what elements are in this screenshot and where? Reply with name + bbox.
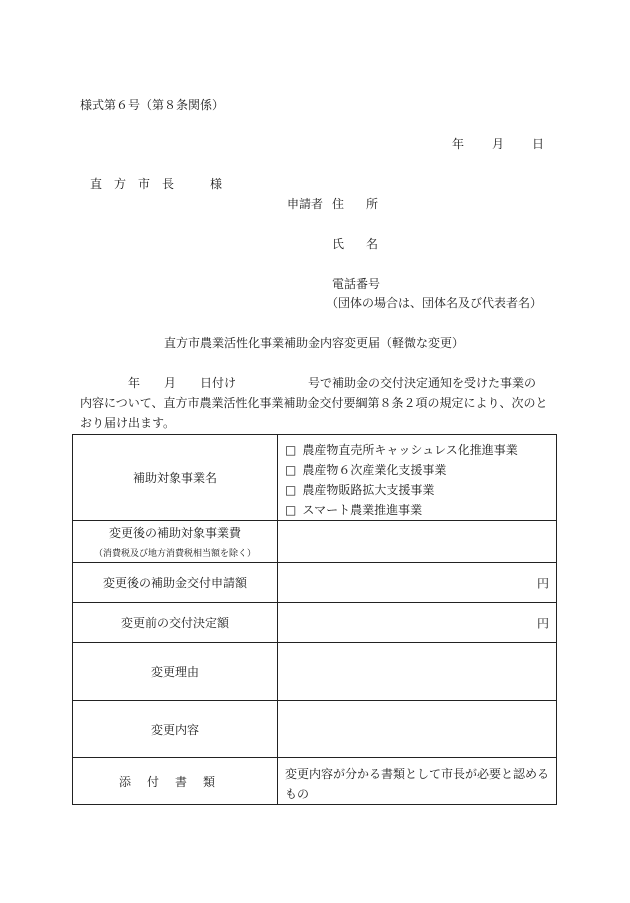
project-option-label: 農産物販路拡大支援事業 [302, 482, 435, 497]
applicant-label: 申請者 [287, 197, 324, 211]
form-number: 様式第６号（第８条関係） [80, 98, 225, 112]
cost-label-cell [73, 521, 278, 563]
phone-label: 電話番号 [332, 277, 381, 291]
document-title: 直方市農業活性化事業補助金内容変更届（軽微な変更） [164, 336, 465, 350]
checkbox-icon[interactable]: □ [285, 502, 297, 517]
date-year: 年 [452, 137, 465, 151]
body-text-line-2: 内容について、直方市農業活性化事業補助金交付要綱第８条２項の規定により、次のと [80, 396, 548, 410]
content-label: 変更内容 [73, 701, 278, 758]
prior-amount-value[interactable] [278, 603, 557, 643]
attachment-label-cell [73, 758, 278, 805]
table-row-applied-amount [73, 563, 557, 603]
project-option-label: 農産物直売所キャッシュレス化推進事業 [302, 442, 518, 457]
table-row-content [73, 701, 557, 758]
organization-note: （団体の場合は、団体名及び代表者名） [326, 296, 543, 310]
reason-label: 変更理由 [73, 643, 278, 701]
cost-label: 変更後の補助対象事業費 [108, 526, 241, 540]
yen-unit: 円 [536, 576, 549, 590]
project-option-1[interactable] [285, 440, 556, 460]
table-row-attachment [73, 758, 557, 805]
checkbox-icon[interactable]: □ [285, 462, 297, 477]
date-day: 日 [532, 137, 545, 151]
project-option-4[interactable] [285, 500, 556, 520]
prior-amount-label: 変更前の交付決定額 [73, 603, 278, 643]
name-label: 氏名 [332, 237, 401, 251]
table-row-reason [73, 643, 557, 701]
table-row-prior-amount [73, 603, 557, 643]
applied-amount-label: 変更後の補助金交付申請額 [73, 563, 278, 603]
application-form-table [72, 434, 557, 805]
body-text-line-3: おり届け出ます。 [80, 416, 176, 430]
project-option-2[interactable] [285, 460, 556, 480]
project-option-label: 農産物６次産業化支援事業 [302, 462, 447, 477]
address-label: 住所 [332, 197, 401, 211]
checkbox-icon[interactable]: □ [285, 482, 297, 497]
date-month: 月 [492, 137, 505, 151]
project-option-label: スマート農業推進事業 [302, 502, 423, 517]
cost-note: （消費税及び地方消費税相当額を除く） [93, 549, 256, 559]
body-text-line-1: 年 月 日付け 号で補助金の交付決定通知を受けた事業の [128, 376, 537, 390]
table-row-cost [73, 521, 557, 563]
reason-value[interactable] [278, 643, 557, 701]
project-checkbox-list [278, 436, 556, 520]
project-options [278, 435, 557, 521]
addressee: 直方市長 様 [90, 177, 235, 191]
project-option-3[interactable] [285, 480, 556, 500]
table-row-project [73, 435, 557, 521]
cost-value[interactable] [278, 521, 557, 563]
date-line [452, 138, 544, 150]
attachment-label: 添付書類 [118, 774, 231, 789]
attachment-text: 変更内容が分かる書類として市長が必要と認めるもの [285, 767, 550, 801]
content-value[interactable] [278, 701, 557, 758]
yen-unit: 円 [536, 616, 549, 630]
applied-amount-value[interactable] [278, 563, 557, 603]
project-label: 補助対象事業名 [73, 435, 278, 521]
checkbox-icon[interactable]: □ [285, 442, 297, 457]
attachment-value [278, 758, 557, 805]
